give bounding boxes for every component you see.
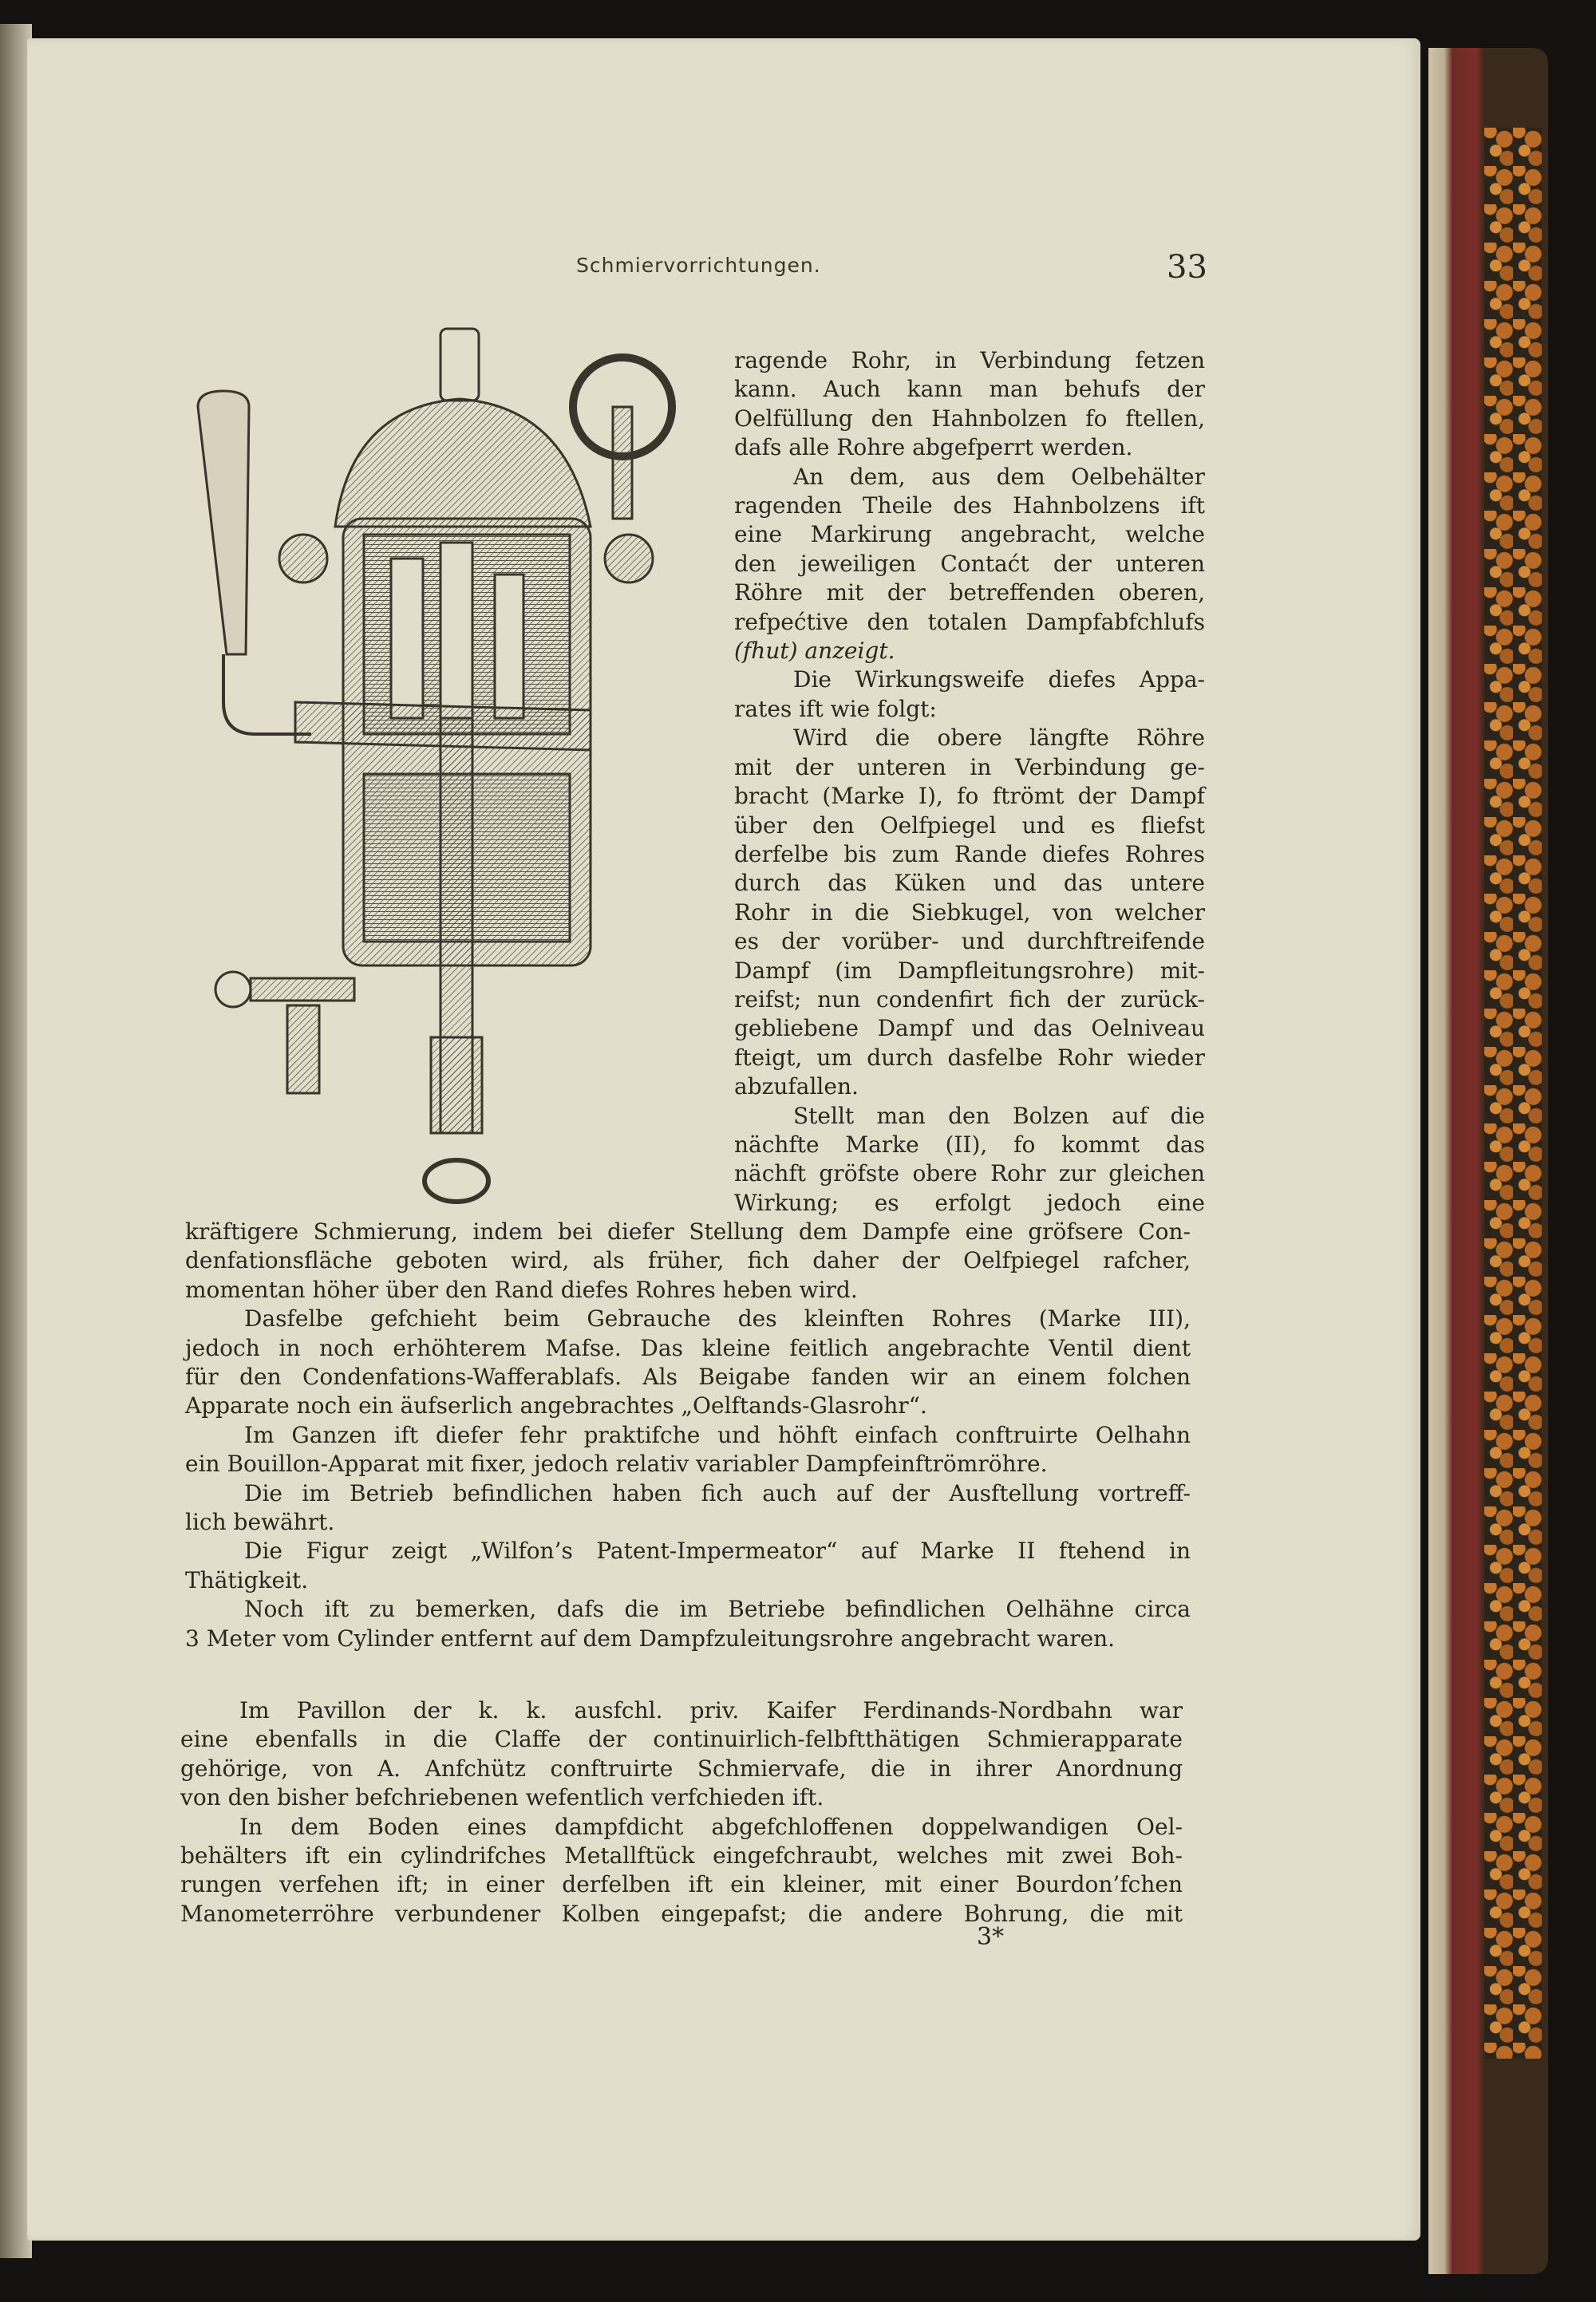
text-line: eine Markirung angebracht, welche bbox=[734, 521, 1205, 548]
text-line: eine ebenfalls in die Claffe der continuirlich-felbftthätigen Schmierapparate bbox=[180, 1726, 1183, 1753]
text-line: Rohr in die Siebkugel, von welcher bbox=[734, 898, 1205, 926]
lubricator-figure bbox=[192, 319, 702, 1213]
text-line: nächft gröfste obere Rohr zur gleichen bbox=[734, 1160, 1205, 1187]
text-line: Im Pavillon der k. k. ausfchl. priv. Kaifer Ferdinands-Nordbahn war bbox=[239, 1697, 1183, 1724]
text-line: Noch ift zu bemerken, dafs die im Betriebe befindlichen Oelhähne circa bbox=[244, 1596, 1191, 1623]
running-head: Schmiervorrichtungen. bbox=[576, 254, 821, 277]
text-line: jedoch in noch erhöhterem Mafse. Das kleine feitlich angebrachte Ventil dient bbox=[185, 1334, 1191, 1361]
text-line: es der vorüber- und durchftreifende bbox=[734, 928, 1205, 955]
text-line: Wird die obere längfte Röhre bbox=[793, 725, 1205, 752]
text-line: ragenden Theile des Hahnbolzens ift bbox=[734, 492, 1205, 519]
text-line: bracht (Marke I), fo ftrömt der Dampf bbox=[734, 783, 1205, 810]
text-line: momentan höher über den Rand diefes Rohres heben wird. bbox=[185, 1276, 858, 1303]
text-line: den jeweiligen Contaćt der unteren bbox=[734, 550, 1205, 577]
text-line: dafs alle Rohre abgefperrt werden. bbox=[734, 434, 1133, 461]
text-line: Die Figur zeigt „Wilfon’s Patent-Impermeator“ auf Marke II ftehend in bbox=[244, 1538, 1191, 1565]
text-line: Die im Betrieb befindlichen haben fich auch auf der Ausftellung vortreff- bbox=[244, 1479, 1191, 1506]
text-line: 3 Meter vom Cylinder entfernt auf dem Dampfzuleitungsrohre angebracht waren. bbox=[185, 1625, 1116, 1652]
text-line: reifst; nun condenfirt fich der zurück- bbox=[734, 985, 1205, 1013]
text-line: rates ift wie folgt: bbox=[734, 695, 937, 722]
marbled-page-edge bbox=[1484, 128, 1542, 2059]
text-line: ragende Rohr, in Verbindung fetzen bbox=[734, 347, 1205, 373]
text-line: derfelbe bis zum Rande diefes Rohres bbox=[734, 840, 1205, 867]
text-line: ein Bouillon-Apparat mit fixer, jedoch relativ variabler Dampfeinftrömröhre. bbox=[185, 1451, 1048, 1478]
text-line: rungen verfehen ift; in einer derfelben ift ein kleiner, mit einer Bourdon’fchen bbox=[180, 1871, 1183, 1898]
signature-mark: 3* bbox=[977, 1923, 1005, 1951]
text-line: Thätigkeit. bbox=[185, 1566, 309, 1593]
text-line: Im Ganzen ift diefer fehr praktifche und höhft einfach conftruirte Oelhahn bbox=[244, 1421, 1191, 1448]
text-line: An dem, aus dem Oelbehälter bbox=[793, 463, 1205, 490]
text-line: Apparate noch ein äufserlich angebrachtes „Oelftands-Glasrohr“. bbox=[185, 1392, 927, 1420]
text-line: mit der unteren in Verbindung ge- bbox=[734, 753, 1205, 780]
text-line: kann. Auch kann man behufs der bbox=[734, 376, 1205, 403]
text-line: durch das Küken und das untere bbox=[734, 870, 1205, 897]
text-line: nächfte Marke (II), fo kommt das bbox=[734, 1131, 1205, 1158]
text-line: Stellt man den Bolzen auf die bbox=[793, 1102, 1205, 1129]
text-line: gehörige, von A. Anfchütz conftruirte Schmiervafe, die in ihrer Anordnung bbox=[180, 1755, 1183, 1782]
text-line: abzufallen. bbox=[734, 1073, 859, 1100]
text-line: Röhre mit der betreffenden oberen, bbox=[734, 579, 1205, 606]
text-line: für den Condenfations-Wafferablafs. Als Beigabe fanden wir an einem folchen bbox=[185, 1364, 1191, 1391]
text-line: denfationsfläche geboten wird, als früher, fich daher der Oelfpiegel rafcher, bbox=[185, 1247, 1191, 1274]
text-line: Dampf (im Dampfleitungsrohre) mit- bbox=[734, 957, 1205, 984]
text-line: Oelfüllung den Hahnbolzen fo ftellen, bbox=[734, 405, 1205, 432]
text-line: fteigt, um durch dasfelbe Rohr wieder bbox=[734, 1044, 1205, 1071]
text-line: refpećtive den totalen Dampfabfchlufs bbox=[734, 608, 1205, 635]
text-line: kräftigere Schmierung, indem bei diefer Stellung dem Dampfe eine gröfsere Con- bbox=[185, 1218, 1191, 1245]
text-line: lich bewährt. bbox=[185, 1509, 335, 1536]
text-line: Manometerröhre verbundener Kolben eingepafst; die andere Bohrung, die mit bbox=[180, 1900, 1183, 1927]
full-width-text bbox=[185, 1218, 1191, 1653]
full-width-text-section-2 bbox=[180, 1696, 1183, 1929]
text-line: behälters ift ein cylindrifches Metallftück eingefchraubt, welches mit zwei Boh- bbox=[180, 1842, 1183, 1870]
right-column-text bbox=[734, 346, 1205, 1218]
text-line: (fhut) anzeigt. bbox=[734, 638, 895, 665]
text-line: Wirkung; es erfolgt jedoch eine bbox=[734, 1189, 1205, 1216]
text-line: von den bisher befchriebenen wefentlich verfchieden ift. bbox=[180, 1784, 824, 1811]
text-line: gebliebene Dampf und das Oelniveau bbox=[734, 1015, 1205, 1042]
text-line: Die Wirkungsweife diefes Appa- bbox=[793, 666, 1205, 693]
page-number: 33 bbox=[1167, 249, 1207, 286]
text-line: Dasfelbe gefchieht beim Gebrauche des kleinften Rohres (Marke III), bbox=[244, 1305, 1191, 1333]
text-line: In dem Boden eines dampfdicht abgefchloffenen doppelwandigen Oel- bbox=[239, 1813, 1183, 1840]
text-line: über den Oelfpiegel und es fliefst bbox=[734, 811, 1205, 839]
